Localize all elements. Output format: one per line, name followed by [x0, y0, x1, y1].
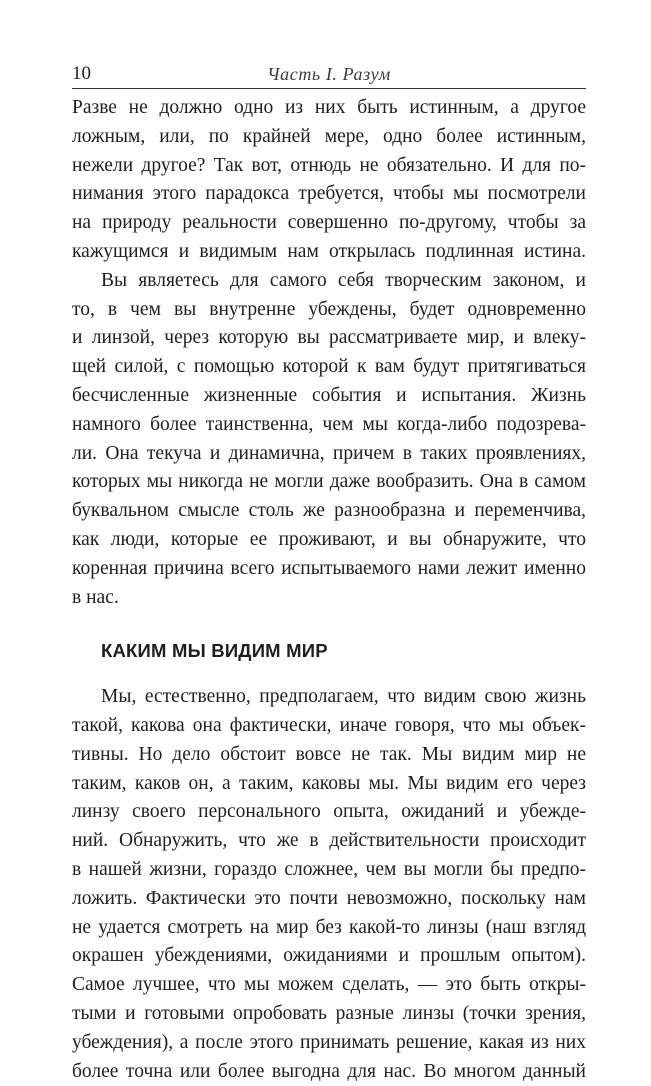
running-title: Часть I. Разум [72, 63, 586, 85]
text-line: не удается смотреть на мир без какой-то линзы (наш взгляд [72, 914, 586, 943]
running-header [72, 63, 586, 87]
text-line: то, в чем вы внутренне убеждены, будет одновременно [72, 296, 586, 325]
text-line: коренная причина всего испытываемого нами лежит именно [72, 555, 586, 584]
text-line: такой, какова она фактически, иначе говоря, что мы объек- [72, 712, 586, 741]
text-line: ли. Она текуча и динамична, причем в таких проявлениях, [72, 440, 586, 469]
text-line: Вы являетесь для самого себя творческим законом, и [72, 267, 586, 296]
text-line: тивны. Но дело обстоит вовсе не так. Мы видим мир не [72, 741, 586, 770]
paragraph-3 [72, 683, 586, 1086]
text-line: буквальном смысле столь же разнообразна и переменчива, [72, 497, 586, 526]
text-line: убеждения), а после этого принимать решение, какая из них [72, 1029, 586, 1058]
text-line: кажущимся и видимым нам открылась подлинная истина. [72, 238, 586, 267]
text-line: более точна или более выгодна для нас. Во многом данный [72, 1058, 586, 1086]
paragraph-1 [72, 94, 586, 267]
text-line: на природу реальности совершенно по-другому, чтобы за [72, 209, 586, 238]
body-text [72, 94, 586, 1086]
text-line: бесчисленные жизненные события и испытания. Жизнь [72, 382, 586, 411]
text-line: которых мы никогда не могли даже вообразить. Она в самом [72, 468, 586, 497]
section-heading: КАКИМ МЫ ВИДИМ МИР [101, 637, 586, 666]
text-line: и линзой, через которую вы рассматриваете мир, и влеку- [72, 324, 586, 353]
text-line: щей силой, с помощью которой к вам будут притягиваться [72, 353, 586, 382]
text-line: линзу своего персонального опыта, ожиданий и убежде- [72, 798, 586, 827]
text-line: Разве не должно одно из них быть истинным, а другое [72, 94, 586, 123]
text-line: нимания этого парадокса требуется, чтобы мы посмотрели [72, 180, 586, 209]
page-number: 10 [72, 63, 91, 85]
header-divider [72, 88, 586, 89]
paragraph-2 [72, 267, 586, 613]
text-line: ложным, или, по крайней мере, одно более истинным, [72, 123, 586, 152]
text-line: нежели другое? Так вот, отнюдь не обязательно. И для по- [72, 152, 586, 181]
text-line: тыми и готовыми опробовать разные линзы (точки зрения, [72, 1000, 586, 1029]
text-line: ложить. Фактически это почти невозможно, поскольку нам [72, 885, 586, 914]
text-line: Самое лучшее, что мы можем сделать, — это быть откры- [72, 971, 586, 1000]
text-line: в нас. [72, 584, 586, 613]
text-line: как люди, которые ее проживают, и вы обнаружите, что [72, 526, 586, 555]
text-line: намного более таинственна, чем мы когда-либо подозрева- [72, 411, 586, 440]
text-line: Мы, естественно, предполагаем, что видим свою жизнь [72, 683, 586, 712]
text-line: окрашен убеждениями, ожиданиями и прошлым опытом). [72, 942, 586, 971]
text-line: ний. Обнаружить, что же в действительности происходит [72, 827, 586, 856]
text-line: таким, каков он, а таким, каковы мы. Мы видим его через [72, 770, 586, 799]
text-line: в нашей жизни, гораздо сложнее, чем вы могли бы предпо- [72, 856, 586, 885]
